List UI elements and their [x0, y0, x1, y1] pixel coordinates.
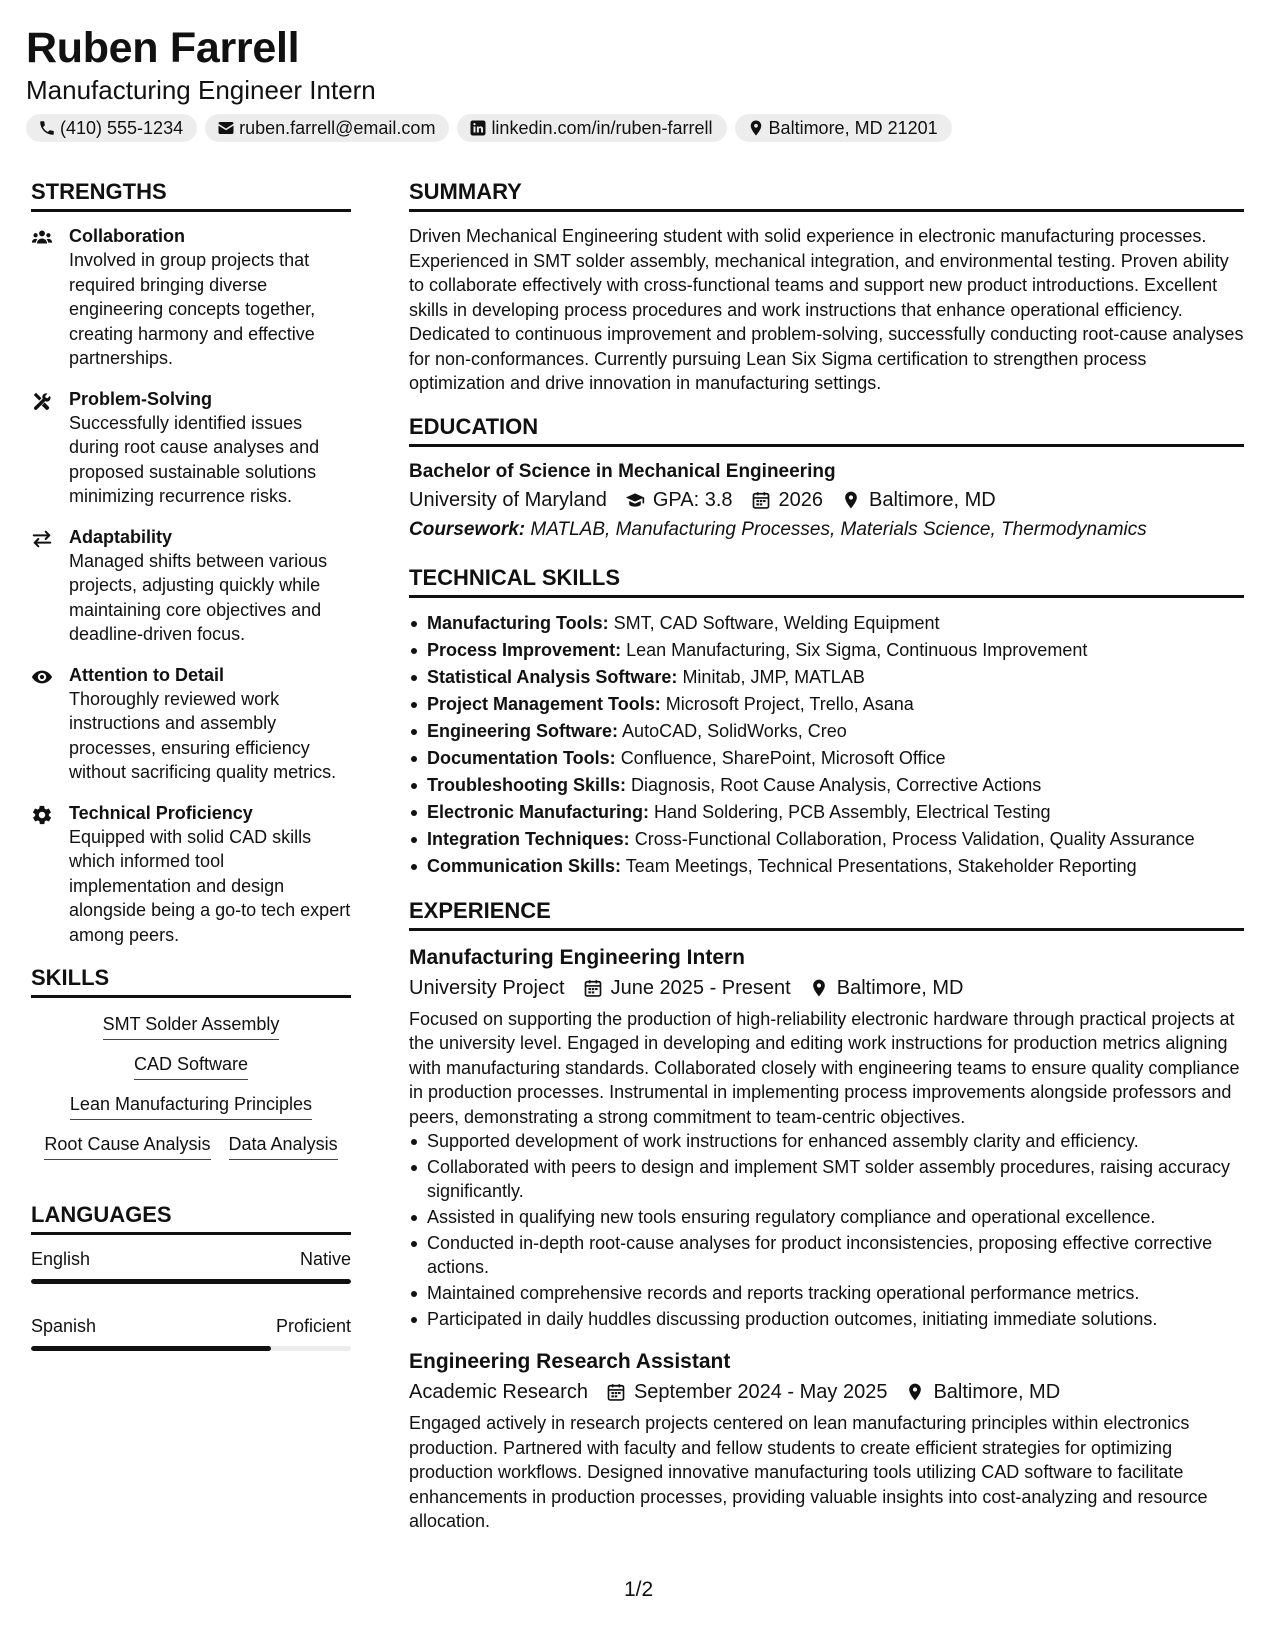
graduation-cap-icon — [625, 490, 645, 510]
skill-values: SMT, CAD Software, Welding Equipment — [613, 612, 940, 633]
language-proficiency-bar — [31, 1279, 351, 1284]
list-item — [409, 610, 1244, 637]
location-pin-icon — [747, 119, 765, 137]
skill-category: Communication Skills: — [427, 855, 622, 876]
summary-heading: SUMMARY — [409, 177, 1244, 212]
strength-desc: Involved in group projects that required bringing diverse engineering concepts together, creating harmony and effective partnerships. — [69, 250, 316, 368]
strengths-heading: STRENGTHS — [31, 177, 351, 212]
resume-header — [26, 22, 1246, 142]
job-title: Engineering Research Assistant — [409, 1350, 731, 1373]
skill-category: Statistical Analysis Software: — [427, 666, 678, 687]
candidate-name: Ruben Farrell — [26, 24, 300, 72]
contact-linkedin-text: linkedin.com/in/ruben-farrell — [491, 117, 713, 138]
skill-values: Minitab, JMP, MATLAB — [682, 666, 865, 687]
language-level: Proficient — [275, 1316, 351, 1336]
contact-email[interactable] — [205, 114, 449, 142]
job-meta — [409, 1377, 1244, 1407]
skill-tag: SMT Solder Assembly — [103, 1010, 280, 1040]
list-item — [409, 664, 1244, 691]
skills-list — [31, 1010, 351, 1160]
coursework-label: Coursework: — [409, 518, 526, 540]
strength-desc: Thoroughly reviewed work instructions and assembly processes, ensuring efficiency without sacrificing quality metrics. — [69, 688, 337, 782]
list-item — [409, 745, 1244, 772]
list-item — [409, 772, 1244, 799]
gear-icon — [31, 804, 53, 826]
job-entry — [409, 1347, 1244, 1534]
job-location: Baltimore, MD — [836, 976, 964, 999]
skill-tag: Data Analysis — [229, 1130, 338, 1160]
strength-title: Collaboration — [69, 226, 185, 246]
contact-location-text: Baltimore, MD 21201 — [768, 117, 938, 138]
skill-category: Engineering Software: — [427, 720, 619, 741]
technical-skills-heading: TECHNICAL SKILLS — [409, 563, 1244, 598]
strength-desc: Managed shifts between various projects, adjusting quickly while maintaining core objectives and deadline-driven focus. — [69, 550, 328, 644]
calendar-icon — [606, 1382, 626, 1402]
strength-item — [31, 224, 351, 371]
language-name: English — [31, 1249, 91, 1269]
skill-category: Integration Techniques: — [427, 828, 630, 849]
skill-category: Process Improvement: — [427, 639, 622, 660]
strength-desc: Successfully identified issues during root cause analyses and proposed sustainable solutions minimizing recurrence risks. — [69, 412, 320, 506]
education-meta — [409, 485, 1244, 515]
skill-tag: Lean Manufacturing Principles — [70, 1090, 312, 1120]
skill-values: Lean Manufacturing, Six Sigma, Continuous Improvement — [626, 639, 1088, 660]
list-item — [409, 691, 1244, 718]
contact-bar — [26, 114, 1246, 142]
envelope-icon — [217, 119, 235, 137]
skill-category: Electronic Manufacturing: — [427, 801, 650, 822]
school-name: University of Maryland — [409, 488, 607, 511]
linkedin-icon — [469, 119, 487, 137]
list-item: Collaborated with peers to design and implement SMT solder assembly procedures, raising accuracy significantly. — [409, 1155, 1244, 1203]
strength-item — [31, 663, 351, 785]
page-number: 1/2 — [624, 1578, 654, 1601]
location-pin-icon — [841, 490, 861, 510]
strength-title: Adaptability — [69, 526, 173, 547]
skill-values: AutoCAD, SolidWorks, Creo — [622, 720, 847, 741]
job-dates: September 2024 - May 2025 — [633, 1381, 888, 1403]
job-bullets — [409, 1129, 1244, 1331]
strength-item — [31, 525, 351, 647]
skill-category: Manufacturing Tools: — [427, 612, 609, 633]
skill-category: Documentation Tools: — [427, 747, 616, 768]
skill-category: Troubleshooting Skills: — [427, 774, 627, 795]
list-item — [409, 718, 1244, 745]
list-item: Supported development of work instructions for enhanced assembly clarity and efficiency. — [409, 1129, 1244, 1153]
skill-values: Hand Soldering, PCB Assembly, Electrical Testing — [654, 801, 1051, 822]
tools-icon — [31, 390, 53, 412]
summary-text: Driven Mechanical Engineering student with solid experience in electronic manufacturing processes. Experienced in SMT solder assembly, mechanical integration, and environmental testing. Proven ability to collaborate effectively with cross-functional teams and support new product introductions. Excellent skills in developing process procedures and work instructions that enhance operational efficiency. Dedicated to continuous improvement and problem-solving, successfully conducting root-cause analyses for non-conformances. Currently pursuing Lean Six Sigma certification to strengthen process optimization and drive innovation in manufacturing settings. — [409, 226, 1244, 393]
skill-tag: CAD Software — [134, 1050, 248, 1080]
eye-icon — [31, 666, 53, 688]
skill-category: Project Management Tools: — [427, 693, 661, 714]
list-item — [409, 826, 1244, 853]
list-item: Participated in daily huddles discussing production outcomes, initiating immediate solutions. — [409, 1307, 1244, 1331]
list-item — [409, 637, 1244, 664]
experience-heading: EXPERIENCE — [409, 896, 1244, 931]
list-item: Maintained comprehensive records and reports tracking operational performance metrics. — [409, 1281, 1244, 1305]
skill-values: Microsoft Project, Trello, Asana — [665, 693, 914, 714]
job-location: Baltimore, MD — [933, 1381, 1061, 1403]
skill-values: Cross-Functional Collaboration, Process Validation, Quality Assurance — [634, 828, 1195, 849]
job-description: Focused on supporting the production of high-reliability electronic hardware through practical projects at the university level. Engaged in developing and editing work instructions for production metrics aligning with manufacturing standards. Collaborated closely with engineering teams to ensure quality compliance in production processes. Instrumental in implementing process improvements alongside professors and peers, demonstrating a strong commitment to team-centric objectives. — [409, 1008, 1240, 1127]
degree-title: Bachelor of Science in Mechanical Engineering — [409, 460, 836, 482]
location-pin-icon — [905, 1382, 925, 1402]
job-entry — [409, 943, 1244, 1332]
strength-title: Problem-Solving — [69, 388, 213, 409]
language-proficiency-bar — [31, 1346, 351, 1351]
language-name: Spanish — [31, 1316, 97, 1336]
skill-values: Diagnosis, Root Cause Analysis, Corrective Actions — [631, 774, 1042, 795]
calendar-icon — [583, 978, 603, 998]
skills-heading: SKILLS — [31, 963, 351, 998]
contact-phone-text: (410) 555-1234 — [60, 117, 184, 138]
list-item: Assisted in qualifying new tools ensuring regulatory compliance and operational excellence. — [409, 1205, 1244, 1229]
contact-phone[interactable] — [26, 114, 197, 142]
job-dates: June 2025 - Present — [610, 976, 791, 999]
language-level: Native — [299, 1249, 351, 1269]
candidate-role: Manufacturing Engineer Intern — [26, 75, 376, 105]
contact-email-text: ruben.farrell@email.com — [239, 117, 436, 138]
language-proficiency-fill — [31, 1279, 351, 1284]
list-item — [409, 853, 1244, 880]
job-description: Engaged actively in research projects centered on lean manufacturing principles within electronics production. Partnered with faculty and fellow students to create efficient strategies for optimizing production workflows. Designed innovative manufacturing tools utilizing CAD software to facilitate enhancements in production processes, providing valuable insights into cost-analyzing and resource allocation. — [409, 1413, 1208, 1531]
job-meta — [409, 973, 1244, 1003]
coursework — [409, 515, 1244, 545]
education-location: Baltimore, MD — [869, 488, 996, 511]
contact-location — [735, 114, 952, 142]
languages-heading: LANGUAGES — [31, 1200, 351, 1235]
strength-title: Technical Proficiency — [69, 802, 253, 823]
calendar-icon — [751, 490, 771, 510]
job-org: University Project — [409, 976, 565, 999]
graduation-year: 2026 — [778, 488, 824, 511]
language-proficiency-fill — [31, 1346, 271, 1351]
gpa: GPA: 3.8 — [652, 488, 733, 511]
language-item — [31, 1247, 351, 1284]
job-org: Academic Research — [409, 1381, 588, 1403]
list-item: Conducted in-depth root-cause analyses for product inconsistencies, proposing effective corrective actions. — [409, 1231, 1244, 1279]
strength-desc: Equipped with solid CAD skills which informed tool implementation and design alongside being a go-to tech expert among peers. — [69, 826, 351, 945]
strength-item — [31, 387, 351, 509]
arrows-exchange-icon — [31, 528, 53, 550]
skill-tag: Root Cause Analysis — [44, 1130, 210, 1160]
language-item — [31, 1314, 351, 1351]
strength-title: Attention to Detail — [69, 664, 224, 685]
job-title: Manufacturing Engineering Intern — [409, 945, 746, 969]
coursework-list: MATLAB, Manufacturing Processes, Materials Science, Thermodynamics — [530, 518, 1147, 540]
strength-item — [31, 801, 351, 948]
skill-values: Confluence, SharePoint, Microsoft Office — [620, 747, 946, 768]
location-pin-icon — [809, 978, 829, 998]
contact-linkedin[interactable] — [457, 114, 726, 142]
technical-skills-list — [409, 610, 1244, 880]
left-column — [31, 177, 351, 1381]
right-column — [409, 177, 1244, 1534]
education-heading: EDUCATION — [409, 412, 1244, 447]
phone-icon — [38, 119, 56, 137]
list-item — [409, 799, 1244, 826]
users-icon — [31, 227, 53, 249]
skill-values: Team Meetings, Technical Presentations, Stakeholder Reporting — [625, 855, 1137, 876]
